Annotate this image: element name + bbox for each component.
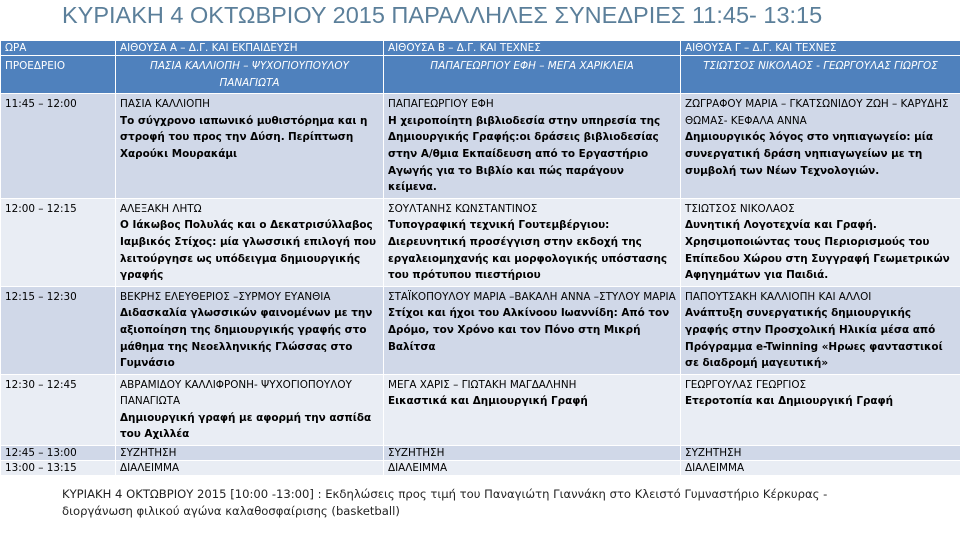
chairs-label: ΠΡΟΕΔΡΕΙΟ [1,56,116,94]
session-author: ΑΒΡΑΜΙΔΟΥ ΚΑΛΛΙΦΡΟΝΗ- ΨΥΧΟΓΙΟΠΟΥΛΟΥ ΠΑΝΑΓΙΩΤΑ [120,378,352,408]
session-room-c [681,94,960,199]
session-title: Δημιουργική γραφή με αφορμή την ασπίδα του Αχιλλέα [120,411,372,441]
session-title: Δημιουργικός λόγος στο νηπιαγωγείο: μία συνεργατική δράση νηπιαγωγείων με τη συμβολή των Νέων Τεχνολογιών. [685,131,933,177]
session-room-b [384,374,681,445]
session-title: Το σύγχρονο ιαπωνικό μυθιστόρημα και η στροφή του προς την Δύση. [120,114,368,144]
session-room-a [116,198,384,286]
session-title-rest: Περίπτωση Χαρούκι Μουρακάμι [120,131,354,160]
break-room-b: ΔΙΑΛΕΙΜΜΑ [384,461,681,476]
discussion-room-c: ΣΥΖΗΤΗΣΗ [681,446,960,461]
header-room-a: ΑΙΘΟΥΣΑ Α – Δ.Γ. ΚΑΙ ΕΚΠΑΙΔΕΥΣΗ [116,41,384,56]
session-title: Ανάπτυξη συνεργατικής δημιουργικής γραφής στην Προσχολική Ηλικία μέσα από Πρόγραμμα e-Twinning «Ηρωες φανταστικοί σε διαδρομή μαγευτική» [685,307,943,370]
slot-time: 12:00 – 12:15 [1,198,116,286]
session-room-b [384,94,681,199]
session-room-c [681,286,960,374]
chairs-room-b: ΠΑΠΑΓΕΩΡΓΙΟΥ ΕΦΗ – ΜΕΓΑ ΧΑΡΙΚΛΕΙΑ [384,56,681,94]
session-title: Η χειροποίητη βιβλιοδεσία στην υπηρεσία της Δημιουργικής Γραφής:οι δράσεις βιβλιοδεσίας στην Α/θμια Εκπαίδευση από το Εργαστήριο Αγωγής για το Βιβλίο και πώς παράγουν κείμενα. [388,114,661,194]
chairs-room-a: ΠΑΣΙΑ ΚΑΛΛΙΟΠΗ – ΨΥΧΟΓΙΟΥΠΟΥΛΟΥ ΠΑΝΑΓΙΩΤΑ [116,56,384,94]
session-room-a [116,374,384,445]
break-room-a: ΔΙΑΛΕΙΜΜΑ [116,461,384,476]
session-room-c [681,198,960,286]
session-author: ΠΑΣΙΑ ΚΑΛΛΙΟΠΗ [120,98,210,111]
table-row [1,94,960,199]
chairs-row [1,56,960,94]
footer-note: ΚΥΡΙΑΚΗ 4 ΟΚΤΩΒΡΙΟΥ 2015 [10:00 -13:00] : Εκδηλώσεις προς τιμή του Παναγιώτη Γιαννάκη στο Κλειστό Γυμναστήριο Κέρκυρας - διοργάνωση φιλικού αγώνα καλαθοσφαίρισης (basketball) [62,487,828,518]
session-room-a [116,286,384,374]
session-author: ΓΕΩΡΓΟΥΛΑΣ ΓΕΩΡΓΙΟΣ [685,378,807,391]
slot-time: 11:45 – 12:00 [1,94,116,199]
session-author: ΒΕΚΡΗΣ ΕΛΕΥΘΕΡΙΟΣ –ΣΥΡΜΟΥ ΕΥΑΝΘΙΑ [120,290,331,303]
slot-time: 12:45 – 13:00 [1,446,116,461]
schedule-table [0,40,960,476]
slot-time: 12:15 – 12:30 [1,286,116,374]
session-author: ΤΣΙΩΤΣΟΣ ΝΙΚΟΛΑΟΣ [685,202,795,215]
header-time: ΩΡΑ [1,41,116,56]
session-title: Ετεροτοπία και Δημιουργική Γραφή [685,395,894,408]
session-title: Δυνητική Λογοτεχνία και Γραφή. Χρησιμοποιώντας τους Περιορισμούς του Επίπεδου Χώρου στη Συγγραφή Γεωμετρικών Αφηγημάτων για Παιδιά. [685,219,950,282]
table-row [1,198,960,286]
session-room-b [384,286,681,374]
session-author: ΣΟΥΛΤΑΝΗΣ ΚΩΝΣΤΑΝΤΙΝΟΣ [388,202,538,215]
table-row [1,286,960,374]
session-title: Στίχοι και ήχοι του Αλκίνοου Ιωαννίδη: Από τον Δρόμο, τον Χρόνο και τον Πόνο στη Μικρή Βαλίτσα [388,307,670,353]
chairs-room-c: ΤΣΙΩΤΣΟΣ ΝΙΚΟΛΑΟΣ - ΓΕΩΡΓΟΥΛΑΣ ΓΙΩΡΓΟΣ [681,56,960,94]
header-room-b: ΑΙΘΟΥΣΑ Β – Δ.Γ. ΚΑΙ ΤΕΧΝΕΣ [384,41,681,56]
session-room-c [681,374,960,445]
session-title: Διδασκαλία γλωσσικών φαινομένων με την αξιοποίηση της δημιουργικής γραφής στο μάθημα της Νεοελληνικής Γλώσσας στο Γυμνάσιο [120,307,373,370]
break-room-c: ΔΙΑΛΕΙΜΜΑ [681,461,960,476]
session-author: ΖΩΓΡΑΦΟΥ ΜΑΡΙΑ – ΓΚΑΤΣΩΝΙΔΟΥ ΖΩΗ – ΚΑΡΥΔΗΣ ΘΩΜΑΣ- ΚΕΦΑΛΑ ΑΝΝΑ [685,98,949,127]
discussion-room-b: ΣΥΖΗΤΗΣΗ [384,446,681,461]
discussion-room-a: ΣΥΖΗΤΗΣΗ [116,446,384,461]
session-author: ΜΕΓΑ ΧΑΡΙΣ – ΓΙΩΤΑΚΗ ΜΑΓΔΑΛΗΝΗ [388,378,577,391]
header-room-c: ΑΙΘΟΥΣΑ Γ – Δ.Γ. ΚΑΙ ΤΕΧΝΕΣ [681,41,960,56]
session-room-a [116,94,384,199]
session-author: ΠΑΠΟΥΤΣΑΚΗ ΚΑΛΛΙΟΠΗ ΚΑΙ ΑΛΛΟΙ [685,290,872,303]
slot-time: 12:30 – 12:45 [1,374,116,445]
session-author: ΣΤΑΪΚΟΠΟΥΛΟΥ ΜΑΡΙΑ –ΒΑΚΑΛΗ ΑΝΝΑ –ΣΤΥΛΟΥ ΜΑΡΙΑ [388,290,676,303]
session-author: ΑΛΕΞΑΚΗ ΛΗΤΩ [120,202,202,215]
table-header-row [1,41,960,56]
session-author: ΠΑΠΑΓΕΩΡΓΙΟΥ ΕΦΗ [388,98,494,111]
break-row [1,461,960,476]
page-title: ΚΥΡΙΑΚΗ 4 ΟΚΤΩΒΡΙΟΥ 2015 ΠΑΡΑΛΛΗΛΕΣ ΣΥΝΕΔΡΙΕΣ 11:45- 13:15 [62,2,823,28]
table-row [1,374,960,445]
session-title: Ο Ιάκωβος Πολυλάς και ο Δεκατρισύλλαβος Ιαμβικός Στίχος: μία γλωσσική επιλογή που λειτούργησε ως υπόδειγμα δημιουργικής γραφής [120,219,376,282]
session-title: Τυπογραφική τεχνική Γουτεμβέργιου: Διερευνητική προσέγγιση στην εκδοχή της εργαλειομηχανής και μορφολογικής υπόστασης του πρότυπου πιεστήριου [388,219,668,282]
slot-time: 13:00 – 13:15 [1,461,116,476]
discussion-row [1,446,960,461]
session-room-b [384,198,681,286]
session-title: Εικαστικά και Δημιουργική Γραφή [388,395,588,408]
